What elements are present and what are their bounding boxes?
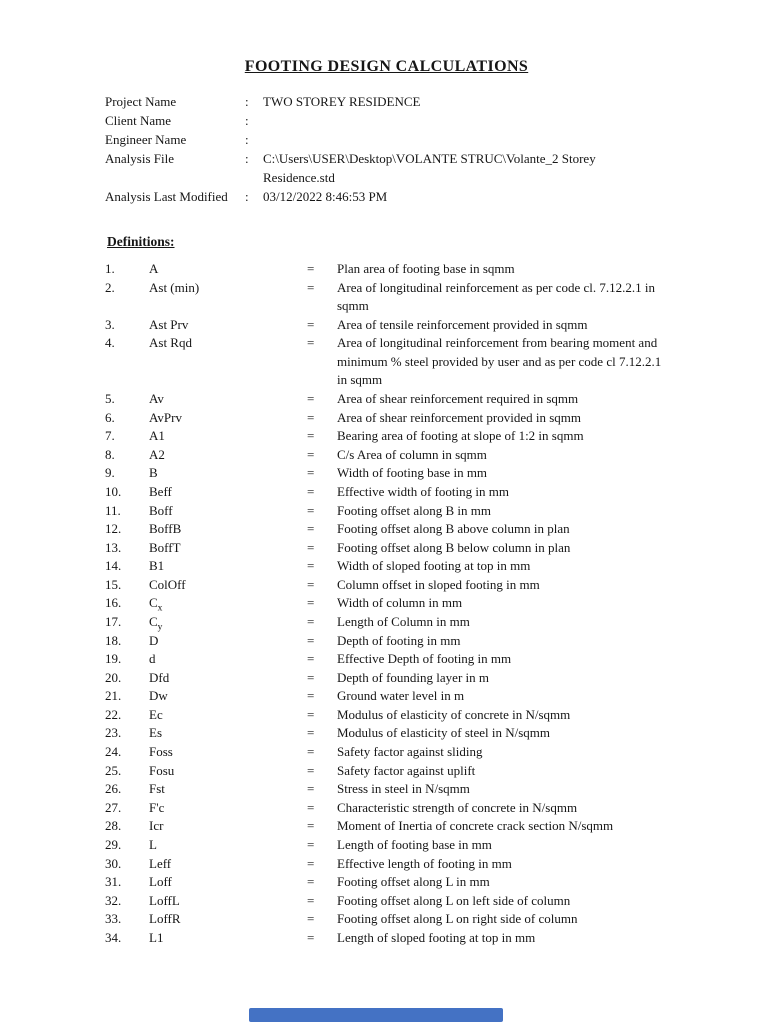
equals-sign: =: [307, 539, 315, 555]
definition-description: Width of footing base in mm: [337, 465, 488, 481]
definition-number: 29.: [105, 836, 122, 852]
info-label: Client Name: [105, 113, 172, 128]
symbol-base: Fosu: [149, 762, 175, 778]
symbol-base: Ast Rqd: [149, 335, 192, 351]
definition-number: 9.: [105, 465, 115, 481]
equals-sign: =: [307, 502, 315, 518]
equals-sign: =: [307, 706, 315, 722]
symbol-base: B1: [149, 558, 165, 574]
definition-symbol: [149, 817, 307, 836]
info-row: [105, 149, 668, 187]
equals-sign: =: [307, 409, 315, 425]
symbol-base: B: [149, 465, 158, 481]
definition-description: Modulus of elasticity of steel in N/sqmm: [337, 725, 551, 741]
equals-sign: =: [307, 428, 315, 444]
definition-row: [105, 650, 668, 669]
definitions-list: [105, 260, 668, 947]
info-colon: :: [245, 94, 249, 109]
project-info-section: [105, 92, 668, 206]
symbol-base: Es: [149, 725, 162, 741]
definition-symbol: [149, 706, 307, 725]
definition-description: Depth of founding layer in m: [337, 669, 489, 685]
definition-description: Depth of footing in mm: [337, 632, 461, 648]
definition-description: C/s Area of column in sqmm: [337, 446, 487, 462]
info-value: TWO STOREY RESIDENCE: [263, 94, 421, 109]
definition-row: [105, 464, 668, 483]
definition-row: [105, 687, 668, 706]
symbol-base: BoffT: [149, 539, 181, 555]
definition-symbol: [149, 780, 307, 799]
definition-row: [105, 780, 668, 799]
definition-number: 25.: [105, 762, 122, 778]
definition-symbol: [149, 557, 307, 576]
equals-sign: =: [307, 632, 315, 648]
definition-row: [105, 483, 668, 502]
symbol-base: Dfd: [149, 669, 170, 685]
info-label: Analysis Last Modified: [105, 189, 228, 204]
symbol-base: Boff: [149, 502, 173, 518]
definition-number: 15.: [105, 576, 122, 592]
definition-symbol: [149, 929, 307, 948]
symbol-base: C: [149, 595, 158, 611]
definition-description: Effective length of footing in mm: [337, 855, 512, 871]
definition-symbol: [149, 669, 307, 688]
info-colon: :: [245, 189, 249, 204]
equals-sign: =: [307, 781, 315, 797]
horizontal-scrollbar-thumb[interactable]: [249, 1008, 503, 1022]
definitions-heading: Definitions:: [107, 234, 175, 249]
definition-row: [105, 502, 668, 521]
definition-number: 32.: [105, 892, 122, 908]
definition-row: [105, 539, 668, 558]
definition-description: Width of column in mm: [337, 595, 463, 611]
definition-number: 1.: [105, 261, 115, 276]
symbol-base: L1: [149, 929, 164, 945]
symbol-base: Dw: [149, 688, 168, 704]
definition-row: [105, 576, 668, 595]
definition-row: [105, 557, 668, 576]
definition-symbol: [149, 836, 307, 855]
info-colon: :: [245, 113, 249, 128]
symbol-base: Ast (min): [149, 279, 200, 295]
definition-number: 5.: [105, 391, 115, 407]
definition-number: 6.: [105, 409, 115, 425]
definition-row: [105, 316, 668, 335]
definition-number: 10.: [105, 483, 122, 499]
definition-number: 27.: [105, 799, 122, 815]
page-title: FOOTING DESIGN CALCULATIONS: [244, 58, 529, 75]
definition-description: Footing offset along B in mm: [337, 502, 491, 518]
definition-description: Ground water level in m: [337, 688, 465, 704]
definition-number: 28.: [105, 818, 122, 834]
equals-sign: =: [307, 744, 315, 760]
definition-symbol: [149, 427, 307, 446]
definition-row: [105, 799, 668, 818]
definition-symbol: [149, 687, 307, 706]
definition-row: [105, 334, 668, 390]
definition-number: 18.: [105, 632, 122, 648]
definition-number: 3.: [105, 316, 115, 332]
definition-row: [105, 669, 668, 688]
equals-sign: =: [307, 799, 315, 815]
definition-description: Area of shear reinforcement provided in sqmm: [337, 409, 582, 425]
definition-number: 26.: [105, 781, 122, 797]
definition-description: Effective Depth of footing in mm: [337, 651, 512, 667]
info-value: [263, 130, 648, 149]
definition-description: Length of sloped footing at top in mm: [337, 929, 536, 945]
symbol-base: Leff: [149, 855, 172, 871]
definition-description: Area of longitudinal reinforcement from bearing moment and minimum % steel provided by user and as per code cl 7.12.2.1 in sqmm: [337, 335, 662, 388]
info-label: Analysis File: [105, 151, 174, 166]
equals-sign: =: [307, 316, 315, 332]
definition-symbol: [149, 762, 307, 781]
definition-number: 12.: [105, 521, 122, 537]
definition-row: [105, 929, 668, 948]
info-colon: :: [245, 151, 249, 166]
symbol-subscript: x: [157, 604, 163, 614]
definition-description: Width of sloped footing at top in mm: [337, 558, 531, 574]
definition-symbol: [149, 260, 307, 279]
equals-sign: =: [307, 651, 315, 667]
definition-number: 11.: [105, 502, 121, 518]
definition-row: [105, 594, 668, 613]
symbol-base: Loff: [149, 874, 172, 890]
equals-sign: =: [307, 613, 315, 629]
symbol-base: ColOff: [149, 576, 186, 592]
equals-sign: =: [307, 576, 315, 592]
equals-sign: =: [307, 261, 315, 276]
symbol-base: A: [149, 261, 159, 276]
symbol-base: D: [149, 632, 159, 648]
definition-description: Footing offset along B below column in plan: [337, 539, 571, 555]
symbol-base: LoffR: [149, 911, 181, 927]
symbol-base: Fst: [149, 781, 165, 797]
equals-sign: =: [307, 391, 315, 407]
equals-sign: =: [307, 725, 315, 741]
symbol-base: Ec: [149, 706, 163, 722]
definition-symbol: [149, 650, 307, 669]
equals-sign: =: [307, 558, 315, 574]
symbol-base: A2: [149, 446, 165, 462]
definition-row: [105, 873, 668, 892]
definition-row: [105, 409, 668, 428]
definition-description: Area of tensile reinforcement provided in sqmm: [337, 316, 588, 332]
equals-sign: =: [307, 446, 315, 462]
definition-row: [105, 817, 668, 836]
equals-sign: =: [307, 595, 315, 611]
definition-symbol: [149, 446, 307, 465]
definition-symbol: [149, 539, 307, 558]
symbol-base: Av: [149, 391, 164, 407]
definition-row: [105, 910, 668, 929]
definition-description: Column offset in sloped footing in mm: [337, 576, 540, 592]
definition-description: Moment of Inertia of concrete crack section N/sqmm: [337, 818, 614, 834]
symbol-base: Foss: [149, 744, 173, 760]
definition-symbol: [149, 409, 307, 428]
equals-sign: =: [307, 818, 315, 834]
equals-sign: =: [307, 836, 315, 852]
definition-number: 20.: [105, 669, 122, 685]
definition-description: Footing offset along B above column in plan: [337, 521, 570, 537]
definition-symbol: [149, 390, 307, 409]
definition-row: [105, 260, 668, 279]
definition-number: 4.: [105, 335, 115, 351]
info-value: C:\Users\USER\Desktop\VOLANTE STRUC\Volante_2 Storey Residence.std: [263, 151, 596, 185]
definition-number: 21.: [105, 688, 122, 704]
symbol-base: A1: [149, 428, 165, 444]
equals-sign: =: [307, 911, 315, 927]
definition-description: Footing offset along L in mm: [337, 874, 490, 890]
definition-symbol: [149, 873, 307, 892]
equals-sign: =: [307, 762, 315, 778]
symbol-base: LoffL: [149, 892, 180, 908]
definition-description: Area of longitudinal reinforcement as per code cl. 7.12.2.1 in sqmm: [337, 279, 656, 314]
definition-symbol: [149, 613, 307, 632]
definition-symbol: [149, 316, 307, 335]
definition-symbol: [149, 855, 307, 874]
info-row: [105, 187, 668, 206]
definition-description: Stress in steel in N/sqmm: [337, 781, 470, 797]
symbol-base: Icr: [149, 818, 164, 834]
definition-description: Length of Column in mm: [337, 613, 470, 629]
definition-description: Bearing area of footing at slope of 1:2 in sqmm: [337, 428, 584, 444]
definition-number: 16.: [105, 595, 122, 611]
definition-symbol: [149, 483, 307, 502]
equals-sign: =: [307, 335, 315, 351]
definition-row: [105, 446, 668, 465]
equals-sign: =: [307, 669, 315, 685]
definition-description: Effective width of footing in mm: [337, 483, 509, 499]
definition-number: 23.: [105, 725, 122, 741]
definition-description: Safety factor against sliding: [337, 744, 483, 760]
definition-symbol: [149, 910, 307, 929]
definition-description: Characteristic strength of concrete in N/sqmm: [337, 799, 578, 815]
definition-row: [105, 279, 668, 316]
definition-symbol: [149, 334, 307, 390]
equals-sign: =: [307, 688, 315, 704]
definition-symbol: [149, 576, 307, 595]
definition-symbol: [149, 799, 307, 818]
definition-symbol: [149, 743, 307, 762]
definition-number: 2.: [105, 279, 115, 295]
definition-row: [105, 762, 668, 781]
definition-description: Plan area of footing base in sqmm: [337, 261, 515, 276]
definition-number: 30.: [105, 855, 122, 871]
definition-number: 14.: [105, 558, 122, 574]
definition-number: 8.: [105, 446, 115, 462]
info-value: [263, 111, 648, 130]
definition-symbol: [149, 502, 307, 521]
info-value: 03/12/2022 8:46:53 PM: [263, 189, 388, 204]
definition-number: 33.: [105, 911, 122, 927]
info-row: [105, 130, 668, 149]
definition-row: [105, 743, 668, 762]
symbol-base: F'c: [149, 799, 165, 815]
symbol-base: C: [149, 613, 158, 629]
info-row: [105, 111, 668, 130]
definition-symbol: [149, 464, 307, 483]
definition-row: [105, 706, 668, 725]
equals-sign: =: [307, 892, 315, 908]
definition-row: [105, 836, 668, 855]
definition-row: [105, 892, 668, 911]
definition-number: 22.: [105, 706, 122, 722]
definition-symbol: [149, 279, 307, 316]
equals-sign: =: [307, 855, 315, 871]
symbol-base: AvPrv: [149, 409, 182, 425]
definition-row: [105, 613, 668, 632]
symbol-base: Ast Prv: [149, 316, 189, 332]
definition-symbol: [149, 594, 307, 613]
symbol-base: L: [149, 836, 157, 852]
definition-row: [105, 427, 668, 446]
info-label: Project Name: [105, 94, 177, 109]
equals-sign: =: [307, 929, 315, 945]
definition-description: Area of shear reinforcement required in sqmm: [337, 391, 579, 407]
definition-description: Modulus of elasticity of concrete in N/sqmm: [337, 706, 571, 722]
symbol-subscript: y: [157, 622, 163, 633]
definition-number: 13.: [105, 539, 122, 555]
symbol-base: Beff: [149, 483, 172, 499]
equals-sign: =: [307, 465, 315, 481]
equals-sign: =: [307, 483, 315, 499]
definition-row: [105, 632, 668, 651]
definition-number: 7.: [105, 428, 115, 444]
definition-row: [105, 724, 668, 743]
definition-number: 17.: [105, 613, 122, 629]
definition-description: Length of footing base in mm: [337, 836, 492, 852]
definition-description: Footing offset along L on left side of column: [337, 892, 571, 908]
definition-row: [105, 520, 668, 539]
definition-row: [105, 855, 668, 874]
definition-number: 34.: [105, 929, 122, 945]
definition-number: 19.: [105, 651, 122, 667]
symbol-base: d: [149, 651, 156, 667]
definition-description: Safety factor against uplift: [337, 762, 476, 778]
definition-description: Footing offset along L on right side of column: [337, 911, 578, 927]
info-row: [105, 92, 668, 111]
definition-symbol: [149, 632, 307, 651]
definition-symbol: [149, 520, 307, 539]
equals-sign: =: [307, 874, 315, 890]
equals-sign: =: [307, 279, 315, 295]
definition-symbol: [149, 724, 307, 743]
definition-row: [105, 390, 668, 409]
equals-sign: =: [307, 521, 315, 537]
definition-number: 31.: [105, 874, 122, 890]
definition-number: 24.: [105, 744, 122, 760]
info-label: Engineer Name: [105, 132, 187, 147]
definition-symbol: [149, 892, 307, 911]
info-colon: :: [245, 132, 249, 147]
symbol-base: BoffB: [149, 521, 182, 537]
